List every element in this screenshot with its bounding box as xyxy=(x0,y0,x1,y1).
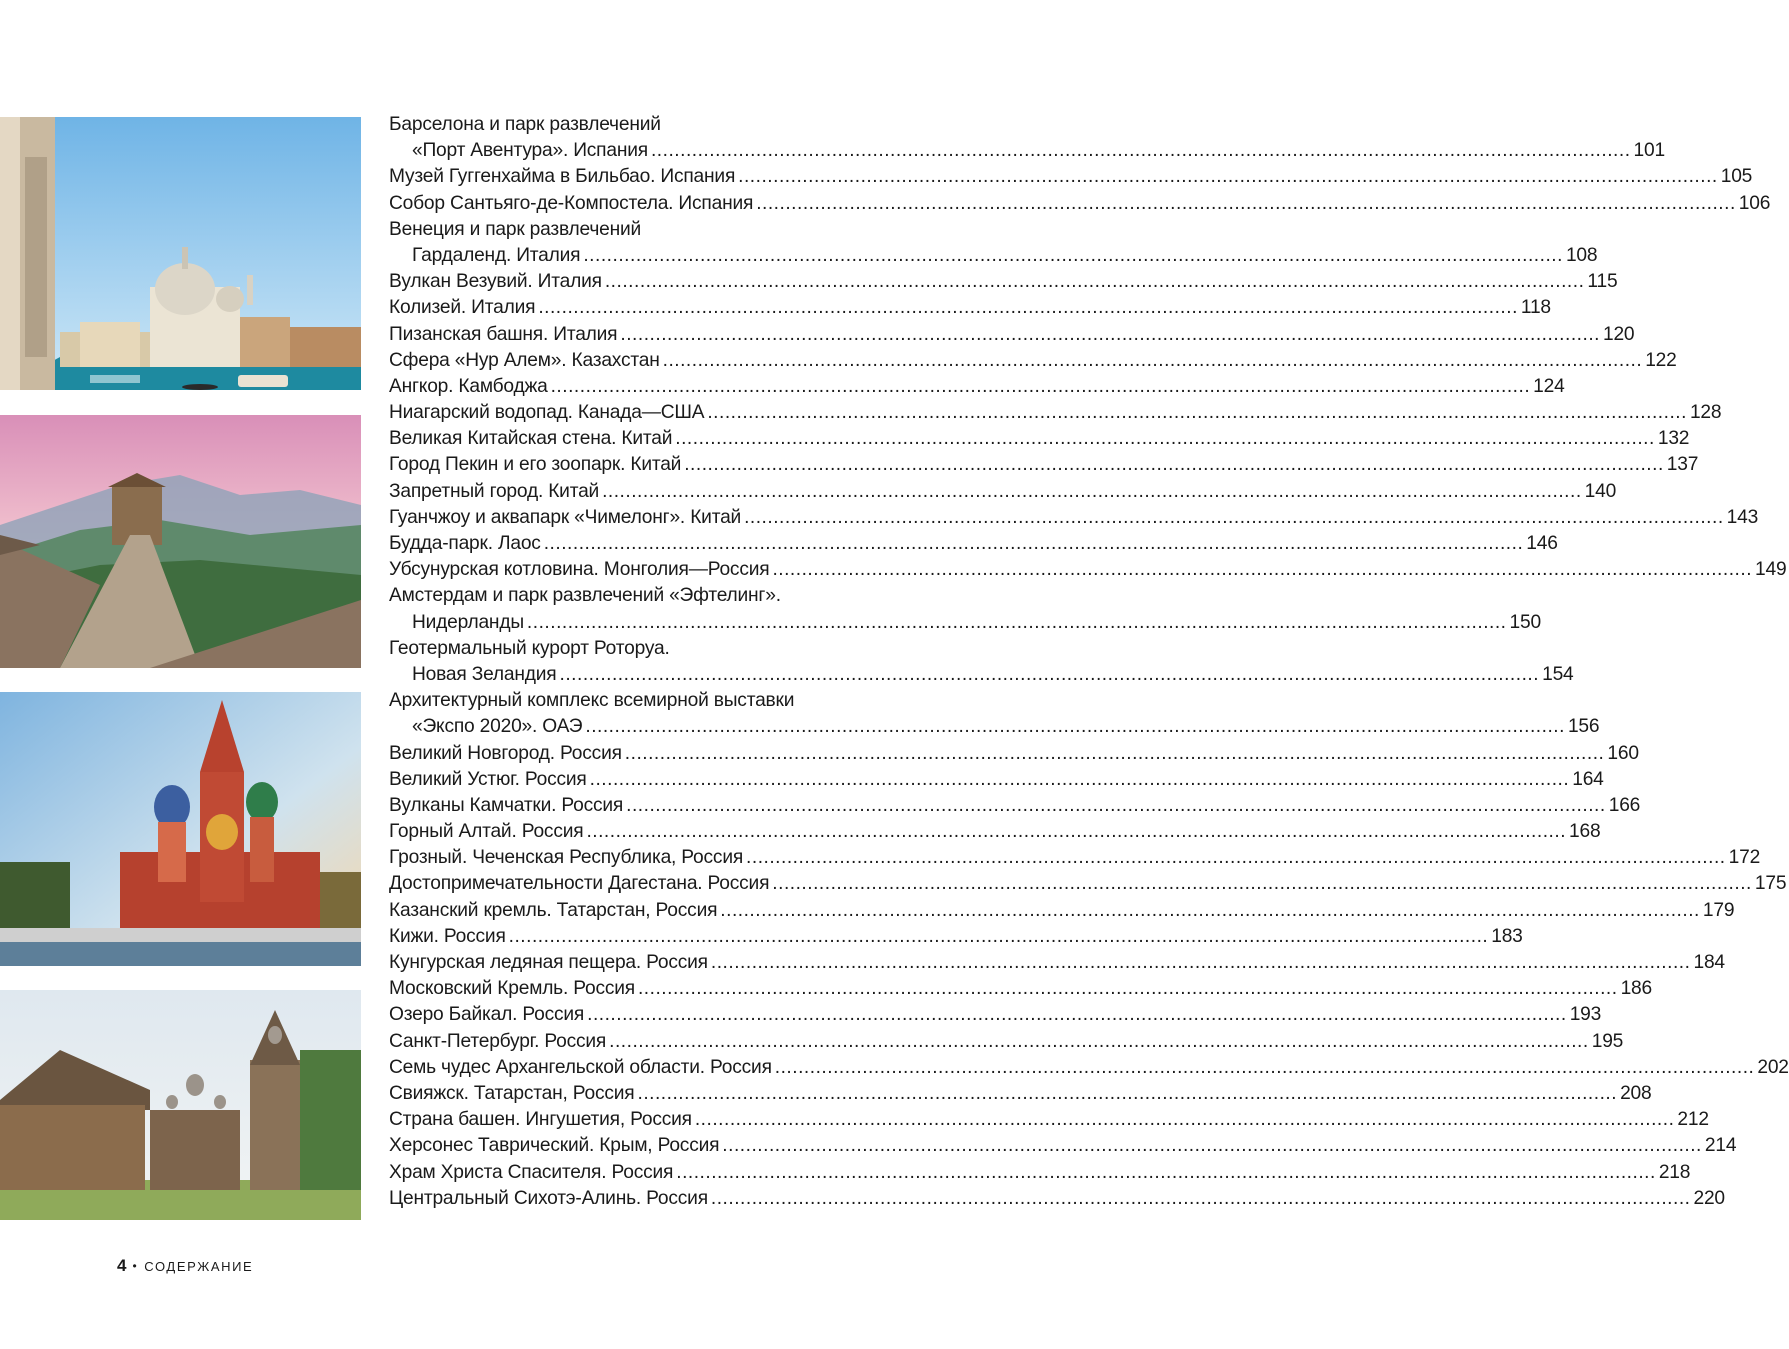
toc-entry xyxy=(389,164,1753,190)
toc-entry-title: Озеро Байкал. Россия xyxy=(389,1004,585,1026)
toc-entry-title: Великая Китайская стена. Китай xyxy=(389,428,673,450)
toc-entry-page: 183 xyxy=(1491,925,1523,947)
toc-entry-title: Собор Сантьяго-де-Компостела. Испания xyxy=(389,192,754,214)
toc-entry-page: 154 xyxy=(1542,663,1574,685)
toc-entry-page: 218 xyxy=(1658,1161,1691,1183)
toc-entry xyxy=(389,714,1600,740)
toc-entry xyxy=(389,924,1523,950)
toc-entry-title: Амстердам и парк развлечений «Эфтелинг». xyxy=(389,585,781,607)
toc-leader-dots xyxy=(587,1002,1567,1028)
toc-entry-page: 140 xyxy=(1584,480,1617,502)
toc-entry xyxy=(389,741,1639,767)
st-basil-photo xyxy=(0,692,361,966)
toc-entry-title: Запретный город. Китай xyxy=(389,480,600,502)
toc-entry xyxy=(389,400,1722,426)
toc-entry-page: 143 xyxy=(1726,506,1759,528)
toc-leader-dots xyxy=(626,793,1606,819)
toc-entry-title: Архитектурный комплекс всемирной выставки xyxy=(389,690,795,712)
toc-entry xyxy=(389,662,1574,688)
toc-entry-page: 175 xyxy=(1754,873,1787,895)
toc-leader-dots xyxy=(625,741,1605,767)
toc-entry xyxy=(389,295,1551,321)
toc-leader-dots xyxy=(711,1186,1691,1212)
toc-entry-title: Геотермальный курорт Роторуа. xyxy=(389,637,670,659)
toc-entry xyxy=(389,1186,1725,1212)
toc-entry-page: 160 xyxy=(1607,742,1639,764)
toc-entry-title: Сфера «Нур Алем». Казахстан xyxy=(389,349,660,371)
toc-entry-page: 122 xyxy=(1645,349,1677,371)
toc-entry-title: Великий Новгород. Россия xyxy=(389,742,622,764)
toc-entry-page: 115 xyxy=(1587,271,1618,293)
toc-entry xyxy=(389,322,1635,348)
toc-entry-page: 172 xyxy=(1728,847,1761,869)
toc-entry-page: 193 xyxy=(1569,1004,1602,1026)
toc-entry-page: 195 xyxy=(1591,1030,1624,1052)
toc-leader-dots xyxy=(663,348,1643,374)
toc-leader-dots xyxy=(772,557,1752,583)
toc-entry-page: 208 xyxy=(1620,1082,1652,1104)
toc-leader-dots xyxy=(637,1081,1617,1107)
toc-entry-title: Колизей. Италия xyxy=(389,297,536,319)
toc-entry xyxy=(389,243,1598,269)
toc-leader-dots xyxy=(638,976,1618,1002)
wooden-church-photo xyxy=(0,990,361,1220)
toc-entry-page: 202 xyxy=(1757,1056,1789,1078)
toc-entry-title: Кунгурская ледяная пещера. Россия xyxy=(389,952,708,973)
toc-leader-dots xyxy=(695,1107,1675,1133)
toc-entry-page: 186 xyxy=(1620,978,1652,1000)
toc-entry-title: Барселона и парк развлечений xyxy=(389,114,661,135)
toc-leader-dots xyxy=(746,845,1726,871)
toc-entry-title: Центральный Сихотэ-Алинь. Россия xyxy=(389,1187,708,1209)
toc-entry-title: Вулкан Везувий. Италия xyxy=(389,271,602,293)
toc-entry xyxy=(389,348,1677,374)
toc-leader-dots xyxy=(651,138,1631,164)
toc-entry xyxy=(389,819,1601,845)
venice-photo xyxy=(0,117,361,390)
toc-leader-dots xyxy=(609,1029,1589,1055)
toc-entry-title: Грозный. Чеченская Республика, Россия xyxy=(389,847,744,869)
toc-entry xyxy=(389,374,1565,400)
toc-leader-dots xyxy=(676,1160,1656,1186)
toc-entry xyxy=(389,505,1759,531)
toc-entry-page: 150 xyxy=(1509,611,1541,633)
toc-leader-dots xyxy=(509,924,1489,950)
toc-leader-dots xyxy=(538,295,1518,321)
toc-entry xyxy=(389,898,1735,924)
toc-entry xyxy=(389,793,1641,819)
toc-entry-title: Великий Устюг. Россия xyxy=(389,768,587,790)
toc-entry-page: 179 xyxy=(1702,899,1735,921)
toc-leader-dots xyxy=(684,452,1664,478)
footer-bullet: • xyxy=(132,1259,139,1273)
page-number: 4 xyxy=(117,1256,127,1275)
toc-leader-dots xyxy=(720,898,1700,924)
toc-leader-dots xyxy=(775,1055,1755,1081)
toc-leader-dots xyxy=(586,819,1566,845)
toc-leader-dots xyxy=(527,610,1507,636)
toc-entry-title: «Экспо 2020». ОАЭ xyxy=(412,716,583,738)
toc-entry xyxy=(389,452,1699,478)
great-wall-photo xyxy=(0,415,361,668)
toc-entry-page: 146 xyxy=(1526,533,1558,554)
toc-entry-title: Горный Алтай. Россия xyxy=(389,821,584,843)
toc-entry-title: Казанский кремль. Татарстан, Россия xyxy=(389,899,718,921)
toc-leader-dots xyxy=(772,871,1752,897)
toc-entry-page: 101 xyxy=(1633,140,1665,162)
toc-entry-title: Новая Зеландия xyxy=(412,663,557,685)
toc-entry xyxy=(389,688,901,714)
toc-entry-title: «Порт Авентура». Испания xyxy=(412,140,648,162)
toc-entry xyxy=(389,269,1618,295)
toc-entry-title: Страна башен. Ингушетия, Россия xyxy=(389,1109,692,1131)
toc-entry xyxy=(389,479,1617,505)
toc-entry-page: 164 xyxy=(1572,768,1604,790)
toc-entry-title: Храм Христа Спасителя. Россия xyxy=(389,1161,674,1183)
toc-entry xyxy=(389,112,901,138)
toc-entry-title: Семь чудес Архангельской области. Россия xyxy=(389,1056,772,1078)
toc-entry xyxy=(389,531,1558,557)
toc-leader-dots xyxy=(583,243,1563,269)
toc-entry-page: 105 xyxy=(1720,166,1753,188)
toc-leader-dots xyxy=(551,374,1531,400)
toc-entry xyxy=(389,217,901,243)
toc-leader-dots xyxy=(590,767,1570,793)
toc-entry xyxy=(389,583,901,609)
toc-entry xyxy=(389,557,1787,583)
toc-entry-title: Московский Кремль. Россия xyxy=(389,978,635,1000)
toc-entry-title: Пизанская башня. Италия xyxy=(389,323,618,345)
toc-entry xyxy=(389,767,1604,793)
toc-entry xyxy=(389,950,1725,976)
toc-entry-page: 118 xyxy=(1520,297,1551,319)
toc-entry-page: 212 xyxy=(1677,1109,1709,1131)
toc-entry xyxy=(389,1081,1652,1107)
toc-entry xyxy=(389,1160,1691,1186)
toc-leader-dots xyxy=(738,164,1718,190)
toc-entry-page: 124 xyxy=(1533,375,1565,397)
toc-entry xyxy=(389,1029,1624,1055)
page-footer xyxy=(117,1256,253,1276)
toc-entry-title: Музей Гуггенхайма в Бильбао. Испания xyxy=(389,166,736,188)
toc-leader-dots xyxy=(602,479,1582,505)
toc-entry xyxy=(389,1107,1709,1133)
table-of-contents xyxy=(389,112,1789,1212)
toc-entry-title: Город Пекин и его зоопарк. Китай xyxy=(389,454,682,476)
toc-leader-dots xyxy=(620,322,1600,348)
toc-entry-title: Свияжск. Татарстан, Россия xyxy=(389,1082,635,1104)
toc-entry-page: 106 xyxy=(1738,192,1771,214)
toc-entry-title: Вулканы Камчатки. Россия xyxy=(389,794,624,816)
toc-entry-page: 220 xyxy=(1693,1187,1725,1209)
toc-entry-page: 108 xyxy=(1565,244,1598,266)
toc-entry-page: 149 xyxy=(1755,559,1787,581)
toc-entry xyxy=(389,426,1690,452)
toc-leader-dots xyxy=(605,269,1585,295)
toc-entry-title: Ангкор. Камбоджа xyxy=(389,375,548,397)
toc-entry-title: Будда-парк. Лаос xyxy=(389,533,541,554)
toc-entry-page: 214 xyxy=(1704,1135,1737,1157)
toc-entry xyxy=(389,636,901,662)
toc-entry-title: Санкт-Петербург. Россия xyxy=(389,1030,607,1052)
toc-leader-dots xyxy=(756,191,1736,217)
section-title: СОДЕРЖАНИЕ xyxy=(144,1258,254,1274)
toc-entry xyxy=(389,610,1541,636)
toc-entry-title: Херсонес Таврический. Крым, Россия xyxy=(389,1135,720,1157)
toc-entry-title: Убсунурская котловина. Монголия—Россия xyxy=(389,559,770,581)
toc-entry xyxy=(389,191,1771,217)
toc-entry-page: 168 xyxy=(1569,821,1601,843)
toc-leader-dots xyxy=(560,662,1540,688)
toc-entry-page: 120 xyxy=(1602,323,1635,345)
toc-entry xyxy=(389,1002,1602,1028)
toc-leader-dots xyxy=(707,400,1687,426)
toc-entry-title: Кижи. Россия xyxy=(389,925,506,947)
toc-entry xyxy=(389,1055,1789,1081)
toc-entry-page: 137 xyxy=(1666,454,1699,476)
toc-entry-page: 156 xyxy=(1567,716,1600,738)
toc-entry xyxy=(389,871,1787,897)
toc-entry-title: Гардаленд. Италия xyxy=(412,244,581,266)
toc-leader-dots xyxy=(722,1133,1702,1159)
toc-entry xyxy=(389,1133,1737,1159)
toc-entry-title: Венеция и парк развлечений xyxy=(389,218,642,240)
toc-leader-dots xyxy=(544,531,1524,557)
toc-leader-dots xyxy=(675,426,1655,452)
toc-entry-title: Достопримечательности Дагестана. Россия xyxy=(389,873,770,895)
toc-entry-title: Ниагарский водопад. Канада—США xyxy=(389,402,705,424)
toc-entry-title: Гуанчжоу и аквапарк «Чимелонг». Китай xyxy=(389,506,742,528)
toc-entry-page: 166 xyxy=(1608,794,1641,816)
toc-entry xyxy=(389,976,1652,1002)
toc-leader-dots xyxy=(711,950,1691,976)
toc-entry xyxy=(389,845,1761,871)
toc-entry-page: 132 xyxy=(1657,428,1690,450)
toc-leader-dots xyxy=(585,714,1565,740)
toc-entry xyxy=(389,138,1665,164)
toc-entry-title: Нидерланды xyxy=(412,611,524,633)
toc-entry-page: 128 xyxy=(1689,402,1722,424)
toc-leader-dots xyxy=(744,505,1724,531)
toc-entry-page: 184 xyxy=(1693,952,1725,973)
